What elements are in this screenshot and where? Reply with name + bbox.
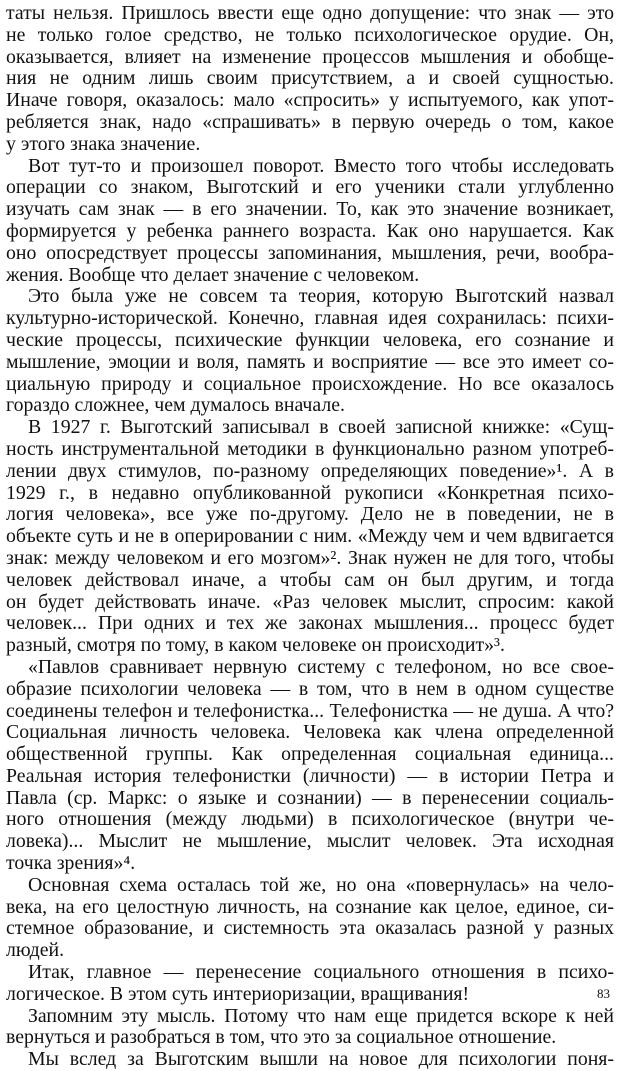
text-line: вернуться и разобраться в том, что это за социальное отношение. [6,1027,557,1049]
text-line: Основная схема осталась той же, но она «повернулась» на чело- [28,874,614,896]
text-line: Итак, главное — перенесение социального отношения в психо- [28,962,614,984]
text-line: не только голое средство, не только психологическое орудие. Он, [6,24,614,46]
text-line: у этого знака значение. [6,133,201,155]
text-line: человек... При одних и тех же законах мышления... процесс будет [6,613,614,635]
text-line: ловека)... Мыслит не мышление, мыслит человек. Эта исходная [6,831,614,853]
text-line: Запомним эту мысль. Потому что нам еще придется вскоре к ней [28,1005,614,1027]
text-line: общественной группы. Как определенная социальная единица... [6,744,614,766]
text-line: логическое. В этом суть интериоризации, вращивания! [6,983,470,1005]
text-line: объекте суть и не в оперировании с ним. «Между чем и чем вдвигается [6,526,614,548]
text-line: соединены телефон и телефонистка... Телефонистка — не душа. А что? [6,700,614,722]
text-line: он будет действовать иначе. «Раз человек мыслит, спросим: какой [6,591,614,613]
text-line: человек действовал иначе, а чтобы сам он был другим, и тогда [6,569,614,591]
text-line: жения. Вообще что делает значение с человеком. [6,264,420,286]
text-line: лении двух стимулов, по-разному определяющих поведение»¹. А в [6,460,614,482]
text-line: разный, смотря по тому, в каком человеке он происходит»³. [6,635,505,657]
text-line: стемное образование, и системность эта оказалась разной у разных [6,918,614,940]
text-line: Это была уже не совсем та теория, которую Выготский назвал [28,286,614,308]
text-line: операции со знаком, Выготский и его ученики стали углубленно [6,177,614,199]
text-line: людей. [6,940,65,962]
text-line: В 1927 г. Выготский записывал в своей записной книжке: «Сущ- [28,417,614,439]
page-number: 83 [597,986,610,1001]
text-line: формируется у ребенка раннего возраста. Как оно нарушается. Как [6,220,614,242]
text-line: ребляется знак, надо «спрашивать» в первую очередь о том, какое [6,111,614,133]
text-line: оно опосредствует процессы запоминания, мышления, речи, вообра- [6,242,614,264]
text-line: Иначе говоря, оказалось: мало «спросить» у испытуемого, как упот- [6,90,614,112]
text-line: ного отношения (между людьми) в психологическое (внутри че- [6,809,614,831]
page-text [6,3,614,1071]
text-line: Вот тут-то и произошел поворот. Вместо того чтобы исследовать [28,155,614,177]
text-line: Мы вслед за Выготским вышли на новое для психологии поня- [28,1049,614,1071]
text-line: оказывается, влияет на изменение процессов мышления и обобще- [6,46,614,68]
text-line: циальную природу и социальное происхождение. Но все оказалось [6,373,614,395]
text-line: века, на его целостную личность, на сознание как целое, единое, си- [6,896,614,918]
text-line: образие психологии человека — в том, что в нем в одном существе [6,678,614,700]
text-line: ния не одним лишь своим присутствием, а и своей сущностью. [6,68,614,90]
text-line: «Павлов сравнивает нервную систему с телефоном, но все свое- [28,656,614,678]
text-line: логия человека», все уже по-другому. Дело не в поведении, не в [6,504,614,526]
text-line: знак: между человеком и его мозгом»². Знак нужен не для того, чтобы [6,547,614,569]
text-line: изучать сам знак — в его значении. То, как это значение возникает, [6,199,614,221]
text-line: ность инструментальной методики в функционально разном употреб- [6,438,614,460]
text-line: Социальная личность человека. Человека как члена определенной [6,722,614,744]
text-line: таты нельзя. Пришлось ввести еще одно допущение: что знак — это [6,3,614,24]
text-line: культурно-исторической. Конечно, главная идея сохранилась: психи- [6,308,614,330]
text-line: гораздо сложнее, чем думалось вначале. [6,395,345,417]
text-line: 1929 г., в недавно опубликованной рукописи «Конкретная психо- [6,482,614,504]
text-line: Реальная история телефонистки (личности) — в истории Петра и [6,765,614,787]
text-line: мышление, эмоции и воля, память и восприятие — все это имеет со- [6,351,614,373]
text-line: точка зрения»⁴. [6,853,136,875]
text-line: Павла (ср. Маркс: о языке и сознании) — в перенесении социаль- [6,787,614,809]
text-line: ческие процессы, психические функции человека, его сознание и [6,329,614,351]
